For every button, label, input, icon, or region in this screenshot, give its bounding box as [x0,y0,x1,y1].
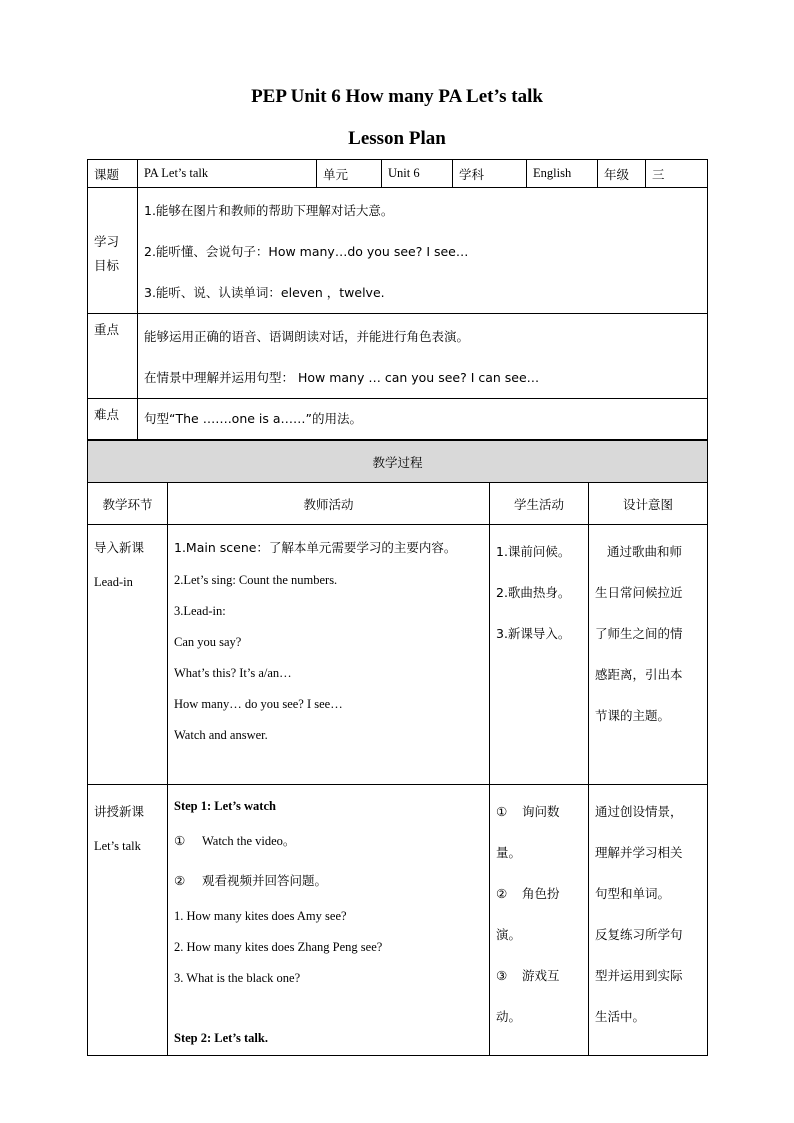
step1-item: ② 观看视频并回答问题。 [174,861,483,901]
intent-line: 节课的主题。 [595,708,671,723]
topic-label: 课题 [88,160,138,188]
teacher-item: What’s this? It’s a/an… [174,666,292,680]
circled-three-icon: ③ [496,968,508,983]
teacher-item: 2.Let’s sing: Count the numbers. [174,573,338,587]
key-point-item: 在情景中理解并运用句型： How many … can you see? I can see… [144,370,540,385]
objective-item: 3.能听、说、认读单词：eleven ，twelve. [144,285,385,300]
stage2-name-en: Let’s talk [94,839,141,853]
intent-line: 通过歌曲和师 [607,544,683,559]
circled-two-icon: ② [496,886,508,901]
key-points-content [138,314,708,399]
step1-title: Step 1: Let’s watch [174,799,276,813]
process-header: 教学过程 [88,441,708,483]
objective-item: 2.能听懂、会说句子：How many…do you see? I see… [144,244,469,259]
objectives-content [138,188,708,314]
student-item: 3.新课导入。 [496,626,571,641]
stage1-name-cn: 导入新课 [94,540,145,555]
document-title: PEP Unit 6 How many PA Let’s talk [251,86,543,107]
student-item: ③ 游戏互动。 [496,955,582,1037]
col-student: 学生活动 [490,483,589,525]
grade-value: 三 [646,160,708,188]
step1-item: ① Watch the video。 [174,821,483,861]
intent-line: 通过创设情景， [595,804,683,819]
intent-line: 感距离，引出本 [595,667,683,682]
intent-line: 了师生之间的情 [595,626,683,641]
topic-value: PA Let’s talk [138,160,317,188]
key-point-item: 能够运用正确的语音、语调朗读对话，并能进行角色表演。 [144,329,470,344]
process-table [87,440,708,1056]
question-item: 3. What is the black one? [174,971,301,985]
subject-label: 学科 [453,160,527,188]
intent-line: 句型和单词。 [595,886,671,901]
difficulty-label: 难点 [88,399,138,440]
col-teacher: 教师活动 [168,483,490,525]
difficulty-content: 句型“The …….one is a……”的用法。 [138,399,708,440]
intent-line: 反复练习所学句 [595,927,683,942]
col-intent: 设计意图 [589,483,708,525]
grade-label: 年级 [598,160,646,188]
intent-line: 型并运用到实际 [595,968,683,983]
question-item: 2. How many kites does Zhang Peng see? [174,940,383,954]
stage1-name-en: Lead-in [94,575,133,589]
stage2-name-cn: 讲授新课 [94,804,145,819]
objectives-label-b: 目标 [94,258,120,273]
teacher-item: Watch and answer. [174,728,268,742]
teacher-item: Can you say? [174,635,242,649]
key-points-label: 重点 [88,314,138,399]
circled-one-icon: ① [496,804,508,819]
question-item: 1. How many kites does Amy see? [174,909,347,923]
intent-line: 理解并学习相关 [595,845,683,860]
student-item: 1.课前问候。 [496,544,571,559]
teacher-item: 1.Main scene：了解本单元需要学习的主要内容。 [174,540,457,555]
teacher-item: 3.Lead-in: [174,604,226,618]
objectives-label-a: 学习 [94,234,120,249]
subject-value: English [527,160,598,188]
stage1-teacher [168,525,490,785]
document-subtitle: Lesson Plan [348,128,446,149]
step2-title: Step 2: Let’s talk. [174,1031,268,1045]
teacher-item: How many… do you see? I see… [174,697,343,711]
col-stage: 教学环节 [88,483,168,525]
circled-one-icon: ① [174,833,186,848]
objectives-label [88,188,138,314]
info-table [87,159,708,440]
intent-line: 生活中。 [595,1009,646,1024]
intent-line: 生日常问候拉近 [595,585,683,600]
stage1-intent [589,525,708,785]
student-item: ② 角色扮演。 [496,873,582,955]
student-item: 2.歌曲热身。 [496,585,571,600]
objective-item: 1.能够在图片和教师的帮助下理解对话大意。 [144,203,394,218]
student-item: ① 询问数量。 [496,791,582,873]
unit-label: 单元 [317,160,382,188]
stage2-teacher [168,785,490,1056]
stage2-student [490,785,589,1056]
stage1-name [88,525,168,785]
unit-value: Unit 6 [382,160,453,188]
stage2-intent [589,785,708,1056]
stage2-name [88,785,168,1056]
circled-two-icon: ② [174,873,186,888]
stage1-student [490,525,589,785]
